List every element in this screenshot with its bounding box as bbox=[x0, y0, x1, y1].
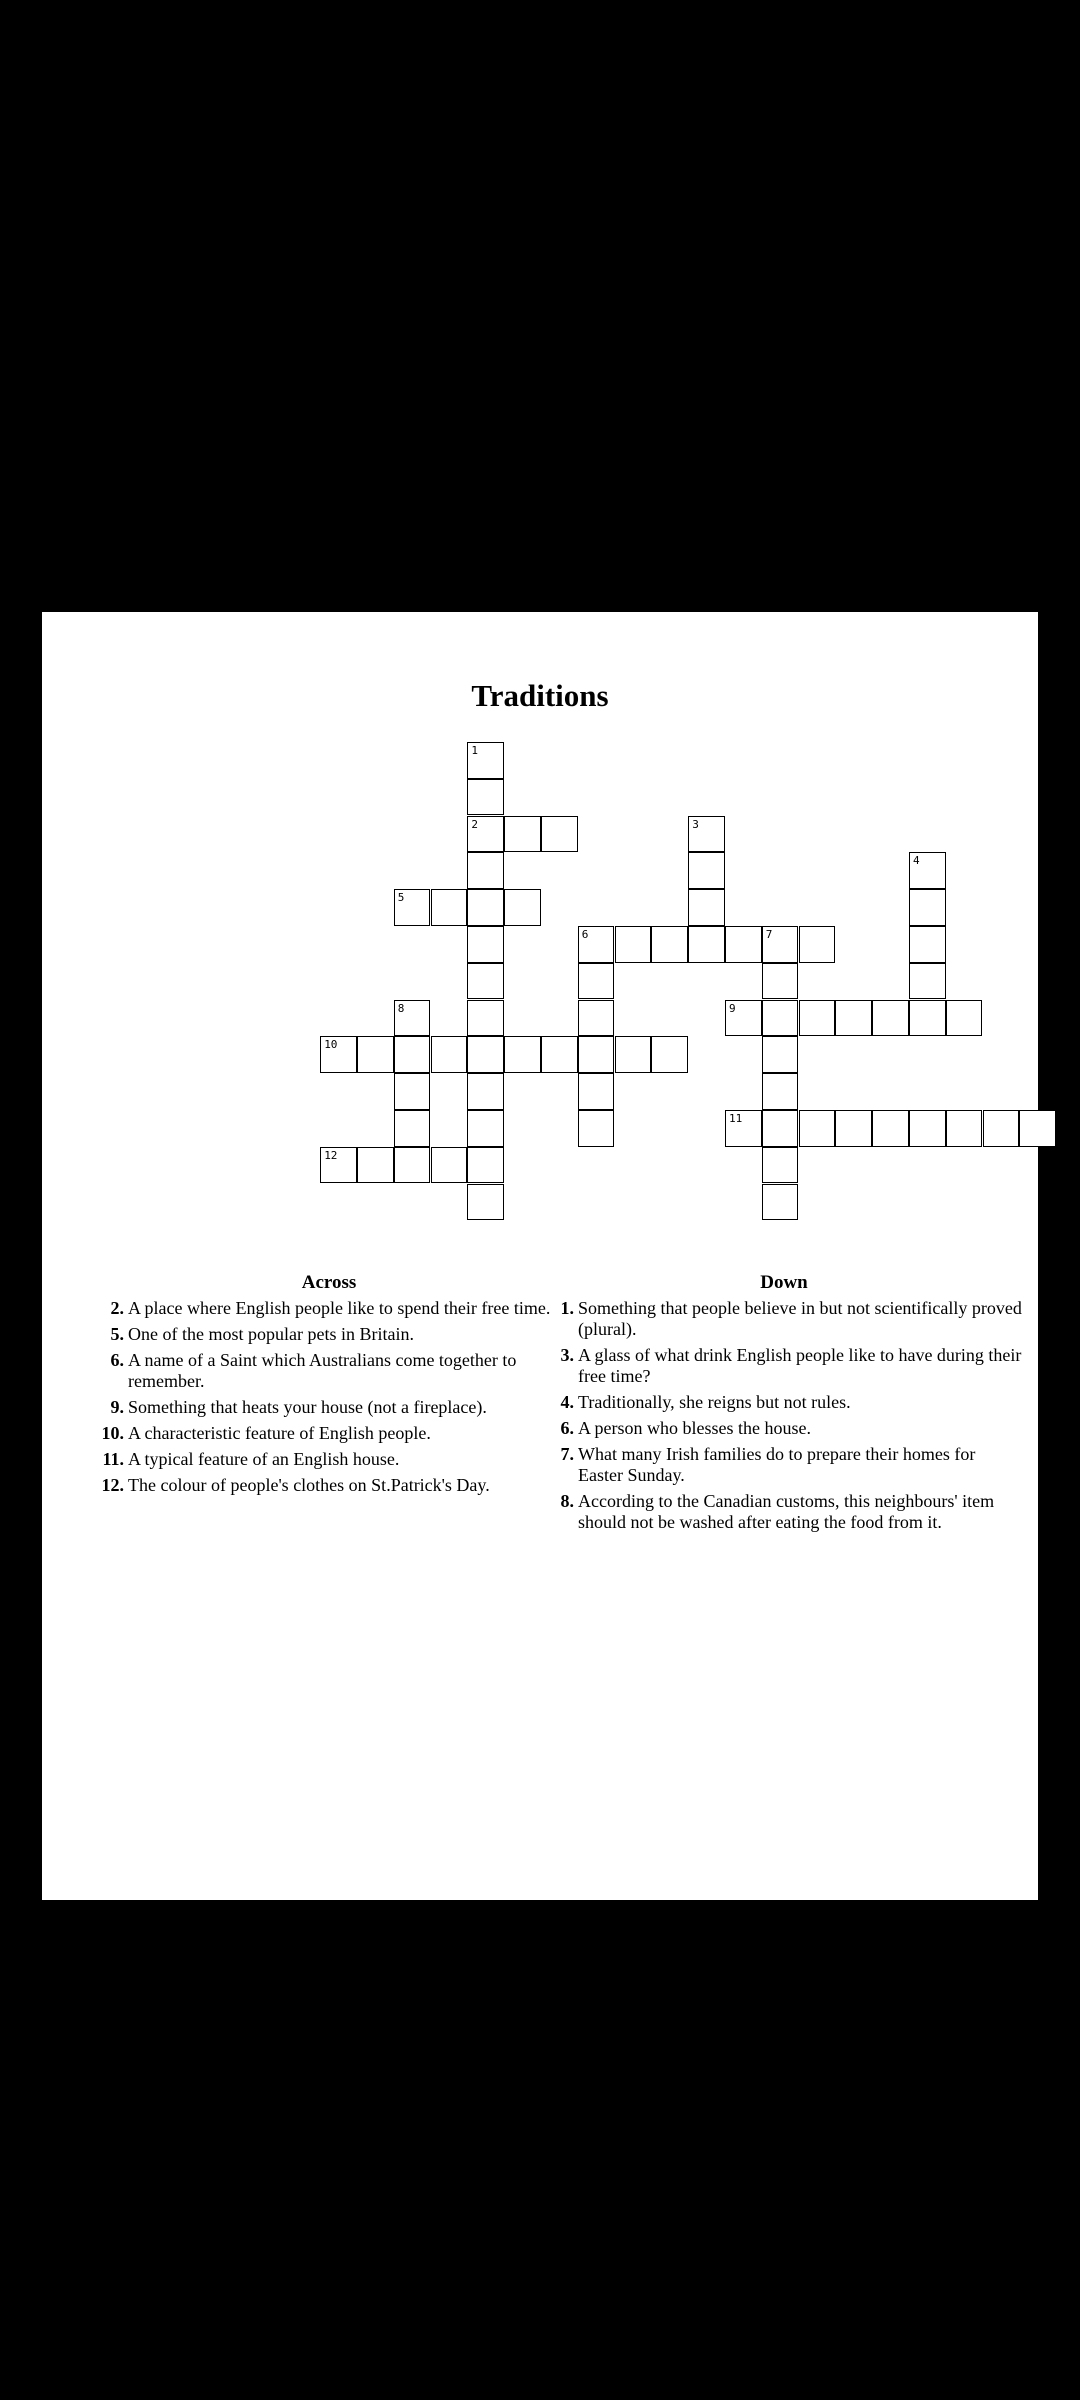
cell-number: 4 bbox=[913, 854, 920, 868]
grid-cell[interactable] bbox=[688, 852, 725, 889]
clue-number: 6. bbox=[560, 1418, 574, 1438]
puzzle-sheet bbox=[42, 612, 1038, 1900]
cell-number: 7 bbox=[765, 928, 773, 941]
grid-cell[interactable] bbox=[872, 1110, 909, 1147]
cell-number: 6 bbox=[581, 928, 589, 941]
grid-cell[interactable] bbox=[799, 926, 836, 963]
grid-cell[interactable] bbox=[835, 1110, 872, 1147]
clue-text: Something that people believe in but not scientifically proved (plural). bbox=[578, 1298, 1022, 1339]
grid-cell[interactable] bbox=[394, 1036, 431, 1073]
grid-cell[interactable] bbox=[394, 1147, 431, 1184]
grid-cell[interactable] bbox=[467, 852, 504, 889]
cell-number: 3 bbox=[692, 817, 699, 831]
grid-cell[interactable] bbox=[909, 1000, 946, 1037]
grid-cell[interactable] bbox=[431, 1147, 468, 1184]
grid-cell[interactable] bbox=[357, 1147, 394, 1184]
grid-cell[interactable] bbox=[541, 1036, 578, 1073]
across-clue bbox=[94, 1397, 564, 1418]
across-clue bbox=[94, 1324, 564, 1345]
clue-text: The colour of people's clothes on St.Patrick's Day. bbox=[128, 1475, 490, 1495]
grid-cell[interactable] bbox=[467, 1000, 504, 1037]
grid-cell[interactable] bbox=[762, 1147, 799, 1184]
clue-number: 6. bbox=[110, 1350, 124, 1370]
down-clue bbox=[544, 1491, 1024, 1533]
across-clue bbox=[94, 1423, 564, 1444]
down-clue bbox=[544, 1345, 1024, 1387]
grid-cell[interactable] bbox=[946, 1110, 983, 1147]
grid-cell[interactable] bbox=[504, 1036, 541, 1073]
clue-text: A person who blesses the house. bbox=[578, 1418, 811, 1438]
grid-cell[interactable] bbox=[467, 926, 504, 963]
grid-cell[interactable] bbox=[762, 963, 799, 1000]
grid-cell[interactable] bbox=[762, 926, 799, 963]
down-heading: Down bbox=[760, 1272, 808, 1293]
crossword-grid bbox=[42, 612, 1038, 1252]
clue-text: According to the Canadian customs, this neighbours' item should not be washed after eating the food from it. bbox=[578, 1491, 995, 1532]
grid-cell[interactable] bbox=[983, 1110, 1020, 1147]
grid-cell[interactable] bbox=[909, 963, 946, 1000]
clue-number: 1. bbox=[560, 1298, 574, 1318]
clue-number: 5. bbox=[110, 1324, 124, 1344]
down-list bbox=[544, 1298, 1024, 1533]
clue-text: A name of a Saint which Australians come together to remember. bbox=[128, 1350, 517, 1391]
grid-cell[interactable] bbox=[431, 889, 468, 926]
grid-cell[interactable] bbox=[799, 1110, 836, 1147]
clue-number: 9. bbox=[110, 1397, 124, 1417]
grid-cell[interactable] bbox=[872, 1000, 909, 1037]
grid-cell[interactable] bbox=[394, 1000, 431, 1037]
grid-cell[interactable] bbox=[467, 1184, 504, 1221]
clue-number: 2. bbox=[110, 1298, 124, 1318]
clue-number: 12. bbox=[101, 1475, 124, 1495]
clue-text: One of the most popular pets in Britain. bbox=[128, 1324, 414, 1344]
clue-number: 10. bbox=[101, 1423, 124, 1443]
grid-cell[interactable] bbox=[762, 1000, 799, 1037]
grid-cell[interactable] bbox=[504, 816, 541, 853]
grid-cell[interactable] bbox=[467, 742, 504, 779]
grid-cell[interactable] bbox=[615, 1036, 652, 1073]
across-clue bbox=[94, 1449, 564, 1470]
grid-cell[interactable] bbox=[394, 889, 431, 926]
cell-number: 8 bbox=[397, 1001, 405, 1015]
clue-text: A glass of what drink English people like to have during their free time? bbox=[578, 1345, 1022, 1386]
across-clue bbox=[94, 1298, 564, 1319]
grid-cell[interactable] bbox=[357, 1036, 394, 1073]
across-clues bbox=[94, 1272, 564, 1501]
grid-cell[interactable] bbox=[946, 1000, 983, 1037]
page-title: Traditions bbox=[471, 678, 609, 713]
cell-number: 11 bbox=[729, 1112, 743, 1125]
clue-number: 4. bbox=[560, 1392, 574, 1412]
grid-cell[interactable] bbox=[467, 1147, 504, 1184]
grid-cell[interactable] bbox=[578, 1073, 615, 1110]
cell-number: 12 bbox=[324, 1148, 338, 1162]
grid-cell[interactable] bbox=[688, 889, 725, 926]
grid-cell[interactable] bbox=[688, 816, 725, 853]
grid-cell[interactable] bbox=[394, 1110, 431, 1147]
clue-number: 3. bbox=[560, 1345, 574, 1365]
grid-cell[interactable] bbox=[909, 889, 946, 926]
grid-cell[interactable] bbox=[799, 1000, 836, 1037]
grid-cell[interactable] bbox=[320, 1036, 357, 1073]
grid-cell[interactable] bbox=[467, 1110, 504, 1147]
grid-cell[interactable] bbox=[762, 1110, 799, 1147]
grid-cell[interactable] bbox=[762, 1184, 799, 1221]
grid-cell[interactable] bbox=[578, 1000, 615, 1037]
grid-cell[interactable] bbox=[467, 816, 504, 853]
grid-cell[interactable] bbox=[615, 926, 652, 963]
grid-cell[interactable] bbox=[725, 1000, 762, 1037]
clue-text: A typical feature of an English house. bbox=[128, 1449, 400, 1469]
grid-cell[interactable] bbox=[578, 963, 615, 1000]
down-clue bbox=[544, 1298, 1024, 1340]
clue-number: 11. bbox=[102, 1449, 124, 1469]
grid-cell[interactable] bbox=[688, 926, 725, 963]
cell-number: 5 bbox=[397, 891, 405, 905]
across-clue bbox=[94, 1475, 564, 1496]
grid-cell[interactable] bbox=[467, 889, 504, 926]
cell-number: 2 bbox=[471, 817, 479, 831]
clue-text: What many Irish families do to prepare their homes for Easter Sunday. bbox=[578, 1444, 976, 1485]
clue-text: Traditionally, she reigns but not rules. bbox=[578, 1392, 851, 1412]
grid-cell[interactable] bbox=[467, 963, 504, 1000]
grid-cell[interactable] bbox=[725, 1110, 762, 1147]
down-clue bbox=[544, 1444, 1024, 1486]
grid-cell[interactable] bbox=[725, 926, 762, 963]
across-clue bbox=[94, 1350, 564, 1392]
clue-text: Something that heats your house (not a fireplace). bbox=[128, 1397, 487, 1417]
down-clue bbox=[544, 1392, 1024, 1413]
grid-cell[interactable] bbox=[909, 1110, 946, 1147]
grid-cell[interactable] bbox=[762, 1036, 799, 1073]
across-heading: Across bbox=[301, 1272, 357, 1293]
grid-cell[interactable] bbox=[909, 852, 946, 889]
grid-cell[interactable] bbox=[651, 926, 688, 963]
down-clue bbox=[544, 1418, 1024, 1439]
grid-cell[interactable] bbox=[431, 1036, 468, 1073]
clue-text: A place where English people like to spend their free time. bbox=[128, 1298, 551, 1318]
clue-number: 7. bbox=[560, 1444, 574, 1464]
cell-number: 9 bbox=[729, 1001, 736, 1015]
grid-cell[interactable] bbox=[578, 1110, 615, 1147]
grid-cell[interactable] bbox=[467, 1036, 504, 1073]
grid-cell[interactable] bbox=[909, 926, 946, 963]
grid-cell[interactable] bbox=[394, 1073, 431, 1110]
grid-cell[interactable] bbox=[504, 889, 541, 926]
grid-cell[interactable] bbox=[467, 1073, 504, 1110]
down-clues bbox=[544, 1272, 1024, 1538]
grid-cell[interactable] bbox=[651, 1036, 688, 1073]
across-list bbox=[94, 1298, 564, 1496]
cell-number: 10 bbox=[324, 1038, 338, 1052]
grid-cell[interactable] bbox=[835, 1000, 872, 1037]
cell-number: 1 bbox=[471, 744, 479, 757]
grid-cell[interactable] bbox=[541, 816, 578, 853]
grid-cell[interactable] bbox=[578, 926, 615, 963]
clue-text: A characteristic feature of English people. bbox=[128, 1423, 431, 1443]
grid-cell[interactable] bbox=[578, 1036, 615, 1073]
grid-cell[interactable] bbox=[467, 779, 504, 816]
grid-cell[interactable] bbox=[1019, 1110, 1056, 1147]
clue-number: 8. bbox=[560, 1491, 574, 1511]
grid-cell[interactable] bbox=[762, 1073, 799, 1110]
grid-cell[interactable] bbox=[320, 1147, 357, 1184]
